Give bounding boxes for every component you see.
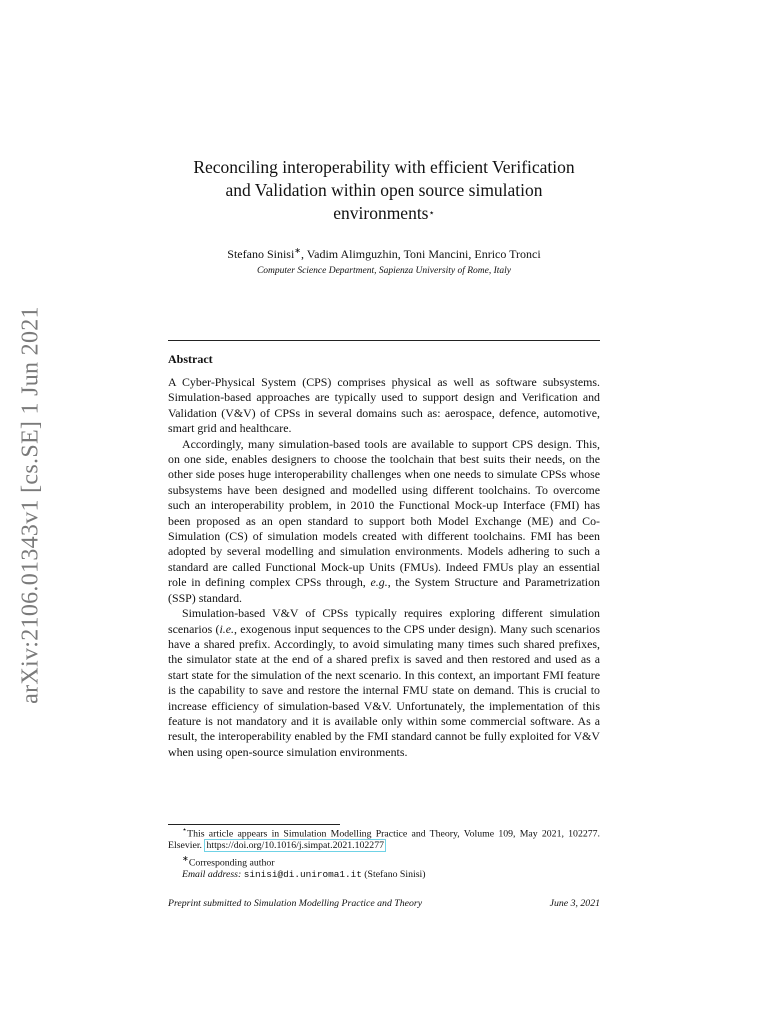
abstract-italic: e.g. <box>370 575 388 590</box>
arxiv-id: arXiv:2106.01343v1 [cs.SE] 1 Jun 2021 <box>17 306 44 704</box>
page-footer <box>168 898 600 909</box>
email-owner: (Stefano Sinisi) <box>364 869 426 881</box>
email-label: Email address: <box>182 869 242 881</box>
title-line: Reconciling interoperability with efficient Verification <box>193 157 575 177</box>
abstract-italic: i.e. <box>219 621 234 636</box>
title-footnote-mark: ⋆ <box>428 208 435 219</box>
footnote-mark: ⋆ <box>182 825 188 834</box>
footnote-corresponding <box>168 853 600 869</box>
corresponding-author-mark: ∗ <box>294 246 301 255</box>
footer-date: June 3, 2021 <box>549 898 600 909</box>
abstract-paragraph: A Cyber-Physical System (CPS) comprises physical as well as software subsystems. Simulation-based approaches are typically used to support design and Verification and Validation (V&V) of CPSs in several domains such as: aerospace, defence, automotive, smart grid and healthcare. <box>168 375 600 436</box>
footnote-mark: ∗ <box>182 853 189 863</box>
abstract-paragraph <box>168 606 600 760</box>
title-line-text: environments <box>333 203 429 223</box>
footnotes <box>168 824 600 881</box>
footer-journal: Preprint submitted to Simulation Modelling Practice and Theory <box>168 898 423 909</box>
author-rest: , Vadim Alimguzhin, Toni Mancini, Enrico Tronci <box>301 247 541 261</box>
footnote-email <box>168 869 600 881</box>
abstract-text: Accordingly, many simulation-based tools are available to support CPS design. This, on one side, enables designers to choose the toolchain that best suits their needs, on the other side poses huge interoperability challenges when one needs to simulate CPSs whose subsystems have been designed and modelled using different toolchains. To overcome such an interoperability problem, in 2010 the Functional Mock-up Interface (FMI) has been proposed as an open standard to support both Model Exchange (ME) and Co-Simulation (CS) of simulation models created with different toolchains. FMI has been adopted by several modelling and simulation environments. Models adhering to such a standard are called Functional Mock-up Units (FMUs). Indeed FMUs play an essential role in defining complex CPSs through, <box>168 436 600 590</box>
abstract-heading: Abstract <box>168 352 213 366</box>
title-line <box>168 202 600 225</box>
abstract-text: , the System Structure and Parametrization (SSP) standard. <box>168 575 600 605</box>
footnote-text: Corresponding author <box>188 856 275 868</box>
abstract-text: Simulation-based V&V of CPSs typically requires exploring different simulation scenarios ( <box>168 606 600 636</box>
email-link[interactable]: sinisi@di.uniroma1.it <box>243 869 362 881</box>
abstract-text: , exogenous input sequences to the CPS under design). Many such scenarios have a shared prefix. Accordingly, to avoid simulating many times such shared prefixes, the simulator state at the end of a shared prefix is saved and then restored and used as a start state for the simulation of the next scenario. In this context, an important FMI feature is the capability to save and restore the internal FMU state on demand. This is crucial to increase efficiency of simulation-based V&V. Unfortunately, the implementation of this feature is not mandatory and it is available only within some commercial software. As a result, the interoperability enabled by the FMI standard cannot be fully exploited for V&V when using open-source simulation environments. <box>168 621 600 759</box>
abstract-paragraph <box>168 437 600 606</box>
author-list <box>168 246 600 262</box>
doi-link[interactable]: https://doi.org/10.1016/j.simpat.2021.102277 <box>206 840 384 852</box>
paper-title <box>168 156 600 225</box>
abstract-rule <box>168 340 600 341</box>
abstract-body <box>168 375 600 760</box>
arxiv-sidebar-stamp <box>10 290 52 720</box>
author-first: Stefano Sinisi <box>227 247 295 261</box>
footnote-article <box>168 824 600 853</box>
affiliation: Computer Science Department, Sapienza University of Rome, Italy <box>256 266 512 276</box>
title-line: and Validation within open source simulation <box>225 180 543 200</box>
footnote-text: This article appears in Simulation Modelling Practice and Theory, Volume 109, May 2021, 102277. Elsevier. <box>168 828 600 852</box>
